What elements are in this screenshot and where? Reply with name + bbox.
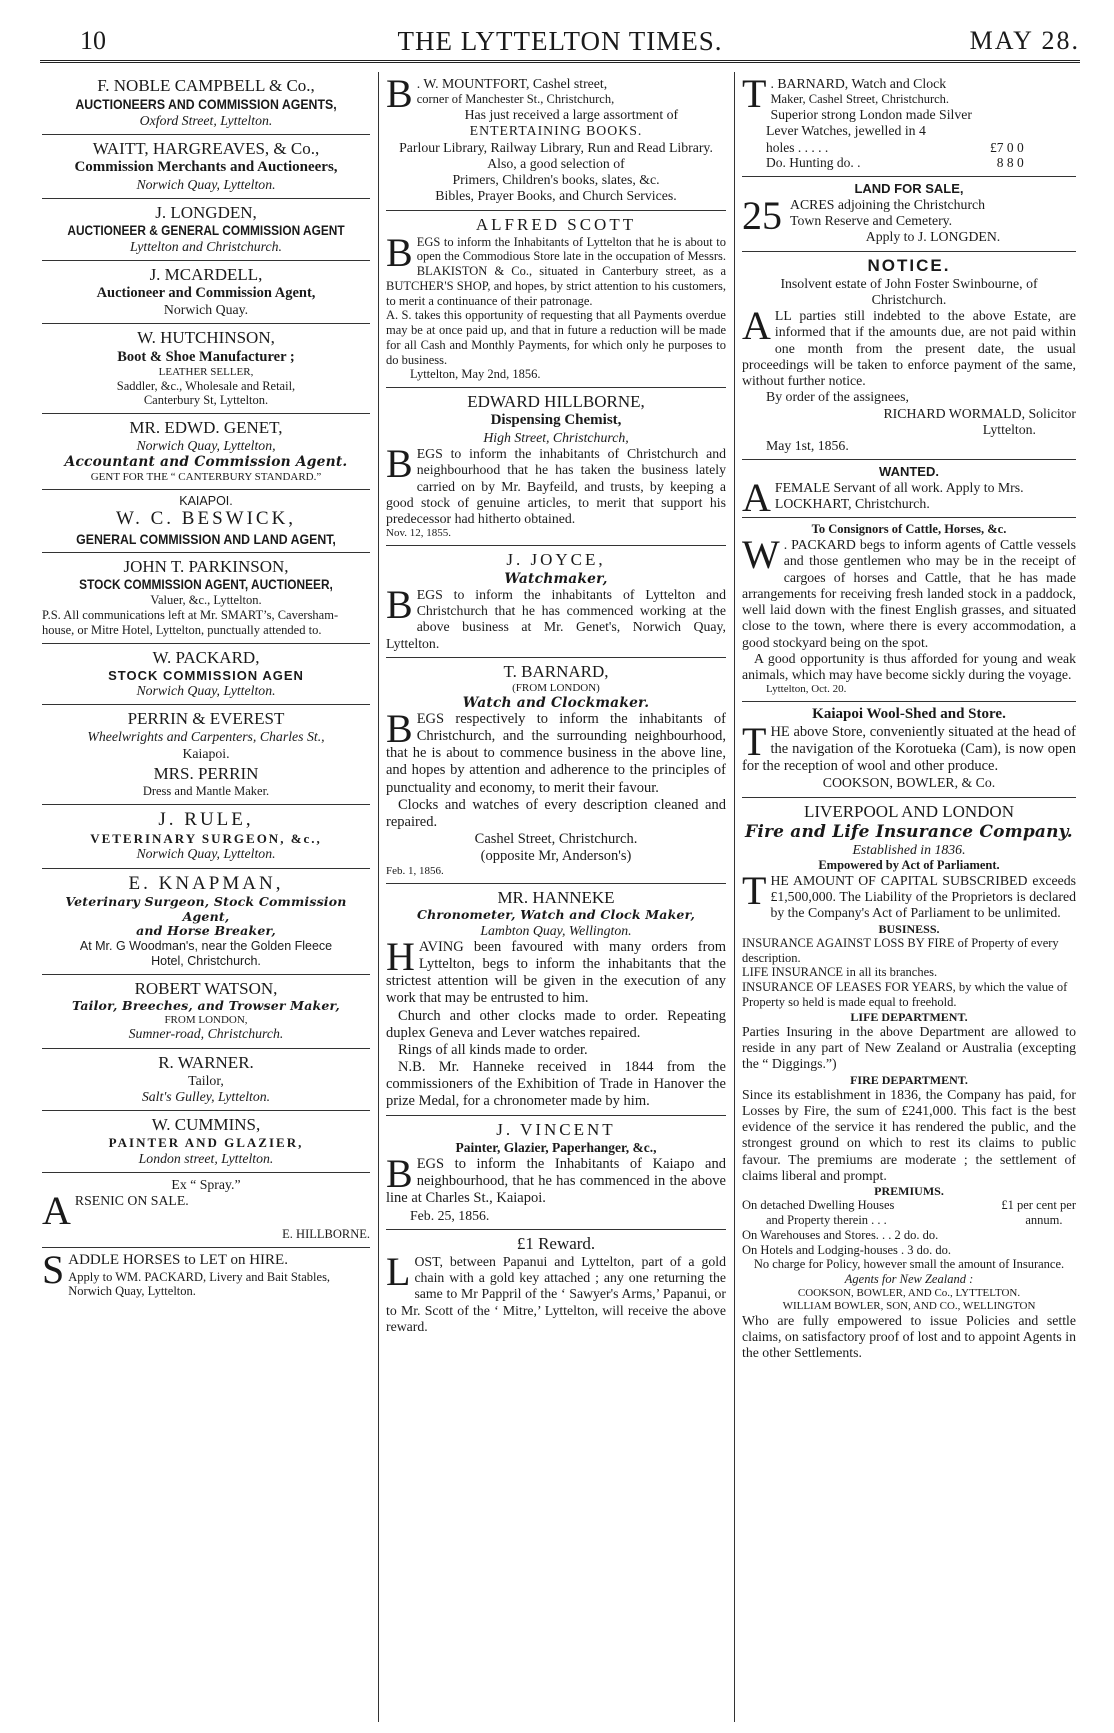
ad-address: (opposite Mr, Anderson's): [480, 847, 632, 864]
drop-cap: B: [386, 1151, 413, 1197]
ad-line: Hotel, Christchurch.: [151, 953, 261, 968]
ad-name: MR. HANNEKE: [497, 888, 615, 908]
price-row: [766, 140, 1028, 156]
ad-line: Insolvent estate of John Foster Swinbourne, of Christchurch.: [780, 275, 1038, 307]
ad-subhead: LIFE DEPARTMENT.: [850, 1009, 968, 1024]
ad-line: . W. MOUNTFORT, Cashel street,: [416, 76, 608, 91]
ad-text: Church and other clocks made to order. Repeating duplex Geneva and Lever watches repaired.: [386, 1007, 726, 1041]
drop-cap: T: [742, 719, 767, 765]
ad-trade: STOCK COMMISSION AGEN: [108, 667, 304, 683]
ad-line: COOKSON, BOWLER, AND Co., LYTTELTON.: [797, 1286, 1021, 1299]
ad-signature: COOKSON, BOWLER, & Co.: [822, 775, 996, 791]
ad-line: . BARNARD, Watch and Clock: [770, 76, 947, 91]
ad-address: Lambton Quay, Wellington.: [480, 922, 632, 938]
ad-name: EDWARD HILLBORNE,: [467, 392, 645, 412]
column-left: [42, 72, 370, 1722]
ad-barnard: [386, 658, 726, 884]
ad-hillborne: [386, 388, 726, 546]
ad-line: Maker, Cashel Street, Christchurch.: [770, 92, 950, 107]
ad-name: E. KNAPMAN,: [128, 872, 284, 894]
premium-label: On detached Dwelling Houses: [742, 1198, 895, 1213]
ad-trade: STOCK COMMISSION AGENT, AUCTIONEER,: [79, 577, 333, 593]
drop-cap: T: [742, 867, 767, 913]
price-row: [766, 155, 1028, 171]
ad-number: 25: [742, 192, 782, 238]
masthead: [40, 20, 1080, 63]
price-label: holes . . . . .: [766, 139, 829, 155]
ad-trade: GENERAL COMMISSION AND LAND AGENT,: [76, 530, 336, 547]
ad-trade: Dress and Mantle Maker.: [142, 783, 270, 798]
ad-text: A. S. takes this opportunity of requesting that all Payments overdue may be at once paid up, and that in future a reduction will be made for all Cash and Monthly Payments, for which only he purposes to do business.: [386, 308, 726, 367]
ad-line: ENTERTAINING BOOKS.: [469, 123, 643, 139]
ad-text: RSENIC ON SALE.: [74, 1193, 189, 1209]
ad-genet: [42, 414, 370, 490]
premium-rate: £1 per cent per: [1001, 1198, 1076, 1213]
ad-head: WANTED.: [879, 464, 939, 480]
ad-name: R. WARNER.: [158, 1052, 254, 1072]
ad-barnard-watches: [742, 72, 1076, 177]
price-value: £7 0 0: [990, 139, 1024, 155]
ad-address: Cashel Street, Christchurch.: [474, 830, 638, 847]
column-middle: [386, 72, 726, 1722]
ad-line: LEATHER SELLER,: [158, 365, 254, 378]
ad-text: HE AMOUNT OF CAPITAL SUBSCRIBED exceeds £1,500,000. The Liability of the Proprietors is declared by the Company's Act of Parliament to be unlimited.: [770, 872, 1076, 921]
drop-cap: A: [742, 303, 771, 349]
ad-spray: [42, 1173, 370, 1248]
ad-subhead: PREMIUMS.: [874, 1184, 944, 1199]
ad-trade: Veterinary Surgeon, Stock Commission Agent,: [65, 893, 347, 924]
drop-cap: W: [742, 532, 780, 578]
drop-cap: B: [386, 72, 413, 116]
premium-row: On Warehouses and Stores. . . 2 do. do.: [742, 1227, 939, 1242]
ad-text: INSURANCE OF LEASES FOR YEARS, by which the value of Property so held is made equal to freehold.: [742, 980, 1068, 1009]
ad-trade: Accountant and Commission Agent.: [64, 454, 348, 471]
ad-subhead: FIRE DEPARTMENT.: [850, 1072, 968, 1087]
ad-address: Canterbury St, Lyttelton.: [143, 393, 269, 408]
ad-name: ROBERT WATSON,: [134, 978, 278, 998]
newspaper-title: THE LYTTELTON TIMES.: [397, 26, 723, 56]
ad-line: By order of the assignees,: [766, 389, 909, 405]
ad-date: Lyttelton, Oct. 20.: [766, 683, 847, 696]
ad-date: May 1st, 1856.: [766, 438, 849, 454]
ad-text: Since its establishment in 1836, the Company has paid, for Losses by Fire, the sum of £241,000. This fact is the best evidence of the service it has rendered the public, and the strongest ground on which to rest its claims to public favour. The premiums are moderate ; the settlement of claims liberal and prompt.: [742, 1086, 1076, 1183]
ad-reward: [386, 1230, 726, 1340]
ad-packard: [42, 644, 370, 706]
ad-address: Kaiapoi.: [182, 745, 230, 761]
ad-address: Norwich Quay, Lyttelton.: [136, 176, 276, 192]
ad-rule: [42, 805, 370, 869]
ad-saddle: [42, 1248, 370, 1304]
ad-line: Empowered by Act of Parliament.: [818, 858, 1000, 873]
ad-line: FROM LONDON,: [164, 1013, 248, 1026]
ad-name: JOHN T. PARKINSON,: [123, 557, 289, 577]
drop-cap: S: [42, 1246, 65, 1292]
ad-text: Apply to WM. PACKARD, Livery and Bait Stables, Norwich Quay, Lyttelton.: [68, 1269, 331, 1299]
ad-perrin: [42, 705, 370, 804]
page-number: 10: [80, 26, 106, 55]
ad-text: EGS to inform the inhabitants of Lyttelton and Christchurch that he has commenced working at the above business at Mr. Genet's, Norwich Quay, Lyttelton.: [386, 586, 726, 651]
column-rule: [734, 72, 735, 1722]
ad-text: AVING been favoured with many orders from Lyttelton, begs to inform the inhabitants that the strictest attention will be given in the execution of any work that may be entrusted to him.: [386, 939, 726, 1007]
ad-trade: Watchmaker,: [504, 570, 608, 587]
ad-line: corner of Manchester St., Christchurch,: [416, 92, 615, 107]
drop-cap: A: [42, 1188, 71, 1234]
ad-longden: [42, 199, 370, 261]
ad-head: Ex “ Spray.”: [171, 1176, 241, 1192]
ad-scott: [386, 211, 726, 389]
ad-line: ACRES adjoining the Christchurch: [790, 196, 986, 212]
ad-line: Superior strong London made Silver: [770, 107, 972, 123]
ad-head: LIVERPOOL AND LONDON: [804, 801, 1014, 821]
ad-name: T. BARNARD,: [503, 661, 609, 681]
ad-consignors: [742, 518, 1076, 702]
ad-trade: Tailor, Breeches, and Trowser Maker,: [72, 997, 340, 1013]
ad-name: WAITT, HARGREAVES, & Co.,: [92, 138, 320, 158]
ad-date: Feb. 25, 1856.: [410, 1207, 490, 1223]
ad-text: Rings of all kinds made to order.: [398, 1041, 588, 1058]
ad-name: J. LONGDEN,: [155, 202, 257, 222]
ad-notice: [742, 252, 1076, 461]
ad-kaiapoi-store: [742, 702, 1076, 797]
ad-line: Has just received a large assortment of: [464, 107, 679, 123]
ad-head: £1 Reward.: [516, 1233, 596, 1253]
ad-trade: Watch and Clockmaker.: [462, 694, 650, 711]
ad-trade: Auctioneer and Commission Agent,: [96, 285, 316, 302]
ad-text: . PACKARD begs to inform agents of Cattle vessels and those gentlemen who may be in the receipt of cargoes of horses and Cattle, that he has made arrangements for receiving fresh landed stock in a paddock, well laid down with the finest English grasses, and situated close to the town, where there is every accommodation, a good stockyard being on the spot.: [742, 537, 1076, 650]
ad-signature: E. HILLBORNE.: [282, 1227, 370, 1242]
column-rule: [378, 72, 379, 1722]
ad-trade: VETERINARY SURGEON, &c.,: [90, 830, 322, 846]
ad-line: Valuer, &c., Lyttelton.: [150, 593, 262, 608]
ad-line: Bibles, Prayer Books, and Church Services.: [435, 188, 677, 204]
ad-address: Oxford Street, Lyttelton.: [139, 112, 273, 128]
ad-subhead: BUSINESS.: [878, 921, 940, 936]
ad-text: LL parties still indebted to the above Estate, are informed that if the amounts due, are not paid within one month from the present date, the usual proceedings will be taken to enforce payment of the same, without further notice.: [742, 308, 1076, 389]
ad-address: Sumner-road, Christchurch.: [128, 1026, 284, 1042]
premium-row: [742, 1198, 1076, 1228]
price-table: [766, 140, 1028, 172]
ad-line: Lever Watches, jewelled in 4: [766, 123, 926, 139]
ad-name: MRS. PERRIN: [153, 763, 259, 783]
ad-cummins: [42, 1111, 370, 1173]
ad-knapman: [42, 869, 370, 975]
ad-head: LAND FOR SALE,: [854, 181, 964, 197]
premium-rate: annum.: [1025, 1213, 1063, 1228]
ad-text: EGS to inform the Inhabitants of Kaiapo and neighbourhood, that he has commenced in the above line at Charles St., Kaiapoi.: [386, 1156, 726, 1207]
ad-line: WILLIAM BOWLER, SON, AND CO., WELLINGTON: [782, 1299, 1036, 1312]
ad-address: London street, Lyttelton.: [138, 1150, 274, 1166]
ad-trade: and Horse Breaker,: [136, 923, 276, 939]
ad-beswick: [42, 490, 370, 554]
ad-trade: Wheelwrights and Carpenters, Charles St.,: [87, 729, 325, 745]
ad-address: Salt's Gulley, Lyttelton.: [141, 1089, 271, 1105]
ad-text: HE above Store, conveniently situated at the head of the navigation of the Korotueka (Cam), is now open for the reception of wool and other produce.: [742, 724, 1076, 775]
ad-text: INSURANCE AGAINST LOSS BY FIRE of Property of every description.: [742, 935, 1059, 965]
ad-trade: Tailor,: [188, 1072, 224, 1088]
ad-mccardell: [42, 261, 370, 324]
drop-cap: H: [386, 934, 415, 980]
column-right: [742, 72, 1076, 1722]
ad-text: Who are fully empowered to issue Policies and settle claims, on satisfactory proof of lost and to appoint Agents in the other Settlements.: [742, 1312, 1076, 1361]
ad-head: Kaiapoi Wool-Shed and Store.: [812, 706, 1006, 723]
ad-address: Norwich Quay, Lyttelton.: [136, 846, 276, 862]
ad-line: At Mr. G Woodman's, near the Golden Fleece: [79, 939, 333, 954]
ad-signature: RICHARD WORMALD, Solicitor: [883, 405, 1076, 421]
ad-place: KAIAPOI.: [179, 493, 233, 508]
ad-hutchinson: [42, 324, 370, 414]
ad-address: High Street, Christchurch,: [483, 429, 629, 445]
ad-address: Lyttelton and Christchurch.: [130, 238, 282, 254]
ad-line: Saddler, &c., Wholesale and Retail,: [116, 378, 296, 393]
ad-text: EGS to inform the Inhabitants of Lyttelton that he is about to open the Commodious Store late in the occupation of Messrs. BLAKISTON & Co., situated in Canterbury street, as a BUTCHER'S SHOP, and hopes, by strict attention to his customers, to merit a continuance of their patronage.: [386, 234, 726, 308]
ad-address: Norwich Quay, Lyttelton.: [136, 682, 276, 698]
ad-name: PERRIN & EVEREST: [127, 709, 285, 729]
ad-waitt: [42, 135, 370, 199]
ad-line: Town Reserve and Cemetery.: [790, 212, 953, 228]
ad-signature: Lyttelton.: [982, 421, 1036, 437]
ad-head: NOTICE.: [867, 255, 951, 275]
ad-head: Fire and Life Insurance Company.: [745, 821, 1073, 842]
ad-line: Also, a good selection of: [487, 155, 625, 171]
ad-name: W. CUMMINS,: [151, 1115, 261, 1135]
ad-watson: [42, 975, 370, 1049]
ad-trade: Chronometer, Watch and Clock Maker,: [416, 907, 696, 923]
ad-trade: Painter, Glazier, Paperhanger, &c.,: [455, 1140, 657, 1156]
ad-trade: Boot & Shoe Manufacturer ;: [117, 348, 295, 365]
ad-line: Primers, Children's books, slates, &c.: [452, 172, 660, 188]
ad-parkinson: [42, 553, 370, 643]
ad-trade: Dispensing Chemist,: [490, 412, 622, 429]
ad-trade: Commission Merchants and Auctioneers,: [74, 158, 338, 175]
ad-joyce: [386, 546, 726, 657]
ad-text: N.B. Mr. Hanneke received in 1844 from the commissioners of the Exhibition of Trade in Hanover the prize Medal, for a chronometer made by him.: [386, 1058, 726, 1110]
price-label: Do. Hunting do. .: [766, 155, 861, 171]
premium-label: and Property therein . . .: [766, 1213, 887, 1228]
ad-line: Parlour Library, Railway Library, Run and Read Library.: [399, 139, 713, 155]
ad-wanted: [742, 460, 1076, 518]
drop-cap: A: [742, 474, 771, 520]
drop-cap: L: [386, 1248, 411, 1294]
ad-name: F. NOBLE CAMPBELL & Co.,: [97, 76, 315, 95]
ad-name: J. MCARDELL,: [149, 265, 263, 285]
ad-line: Agents for New Zealand :: [844, 1272, 974, 1287]
ad-text: EGS to inform the inhabitants of Christchurch and neighbourhood that he has taken the business lately carried on by Mr. Bayfeild, and trusts, by keeping a good stock of genuine articles, to merit that support his predecessor had hitherto obtained.: [386, 446, 726, 527]
ad-name: J. VINCENT: [496, 1120, 616, 1140]
ad-text: Clocks and watches of every description cleaned and repaired.: [386, 796, 726, 830]
ad-text: OST, between Papanui and Lyttelton, part of a gold chain with a gold key attached ; any one returning the same to Mr Pappril of the ‘ Sawyer's Arms,’ Papanui, or to Mr. Scott of the ‘ Mitre,’ Lyttelton, will receive the above reward.: [386, 1253, 726, 1334]
ad-text: Parties Insuring in the above Department are allowed to reside in any part of New Zealand or Australia (excepting the “ Diggings.”): [742, 1023, 1076, 1072]
ad-date: Lyttelton, May 2nd, 1856.: [410, 367, 541, 382]
ad-name: J. RULE,: [158, 808, 254, 830]
drop-cap: B: [386, 229, 413, 275]
ad-name: W. C. BESWICK,: [115, 508, 297, 530]
drop-cap: B: [386, 706, 413, 752]
ad-name: W. PACKARD,: [152, 647, 260, 667]
ad-address: Norwich Quay.: [163, 302, 249, 318]
issue-date: MAY 28.: [969, 26, 1080, 55]
ad-name: ALFRED SCOTT: [475, 214, 637, 234]
ad-trade: PAINTER AND GLAZIER,: [108, 1135, 304, 1151]
ad-address: Norwich Quay, Lyttelton,: [136, 438, 276, 454]
ad-head: To Consignors of Cattle, Horses, &c.: [811, 522, 1007, 537]
ad-name: J. JOYCE,: [506, 550, 606, 570]
ad-line: (FROM LONDON): [512, 681, 600, 694]
premium-note: No charge for Policy, however small the amount of Insurance.: [753, 1257, 1065, 1272]
ad-name: MR. EDWD. GENET,: [129, 418, 283, 438]
ad-mountfort: [386, 72, 726, 211]
ad-note: GENT FOR THE “ CANTERBURY STANDARD.”: [90, 470, 322, 483]
ad-campbell: [42, 72, 370, 135]
ad-line: Established in 1836.: [852, 841, 966, 857]
ad-trade: AUCTIONEERS AND COMMISSION AGENTS,: [75, 96, 337, 113]
ad-text: EGS respectively to inform the inhabitants of Christchurch, and the surrounding neighbourhood, that he is about to commence business in the above line, and hopes by attention and adherence to the principles of punctuality and economy, to merit their favour.: [386, 711, 726, 796]
ad-line: Apply to J. LONGDEN.: [865, 229, 1001, 245]
drop-cap: T: [742, 72, 767, 116]
ad-vincent: [386, 1116, 726, 1230]
drop-cap: B: [386, 581, 413, 627]
ad-hanneke: [386, 884, 726, 1116]
premium-row: On Hotels and Lodging-houses . 3 do. do.: [742, 1242, 952, 1257]
ad-text: LIFE INSURANCE in all its branches.: [742, 965, 938, 980]
ad-head: ADDLE HORSES to LET on HIRE.: [68, 1251, 288, 1268]
price-value: 8 8 0: [996, 155, 1024, 171]
ad-warner: [42, 1049, 370, 1112]
ad-liverpool-insurance: [742, 798, 1076, 1367]
ad-date: Feb. 1, 1856.: [386, 865, 444, 878]
ad-land: [742, 177, 1076, 251]
ad-name: W. HUTCHINSON,: [137, 328, 275, 348]
ad-text: FEMALE Servant of all work. Apply to Mrs. LOCKHART, Christchurch.: [774, 479, 1024, 512]
ad-text: A good opportunity is thus afforded for young and weak animals, which may have become sickly during the voyage.: [742, 650, 1076, 683]
drop-cap: B: [386, 441, 413, 487]
ad-text: P.S. All communications left at Mr. SMART’s, Caversham-house, or Mitre Hotel, Lyttelton, punctually attended to.: [42, 608, 339, 637]
ad-date: Nov. 12, 1855.: [386, 527, 451, 540]
ad-trade: AUCTIONEER & GENERAL COMMISSION AGENT: [67, 222, 345, 238]
